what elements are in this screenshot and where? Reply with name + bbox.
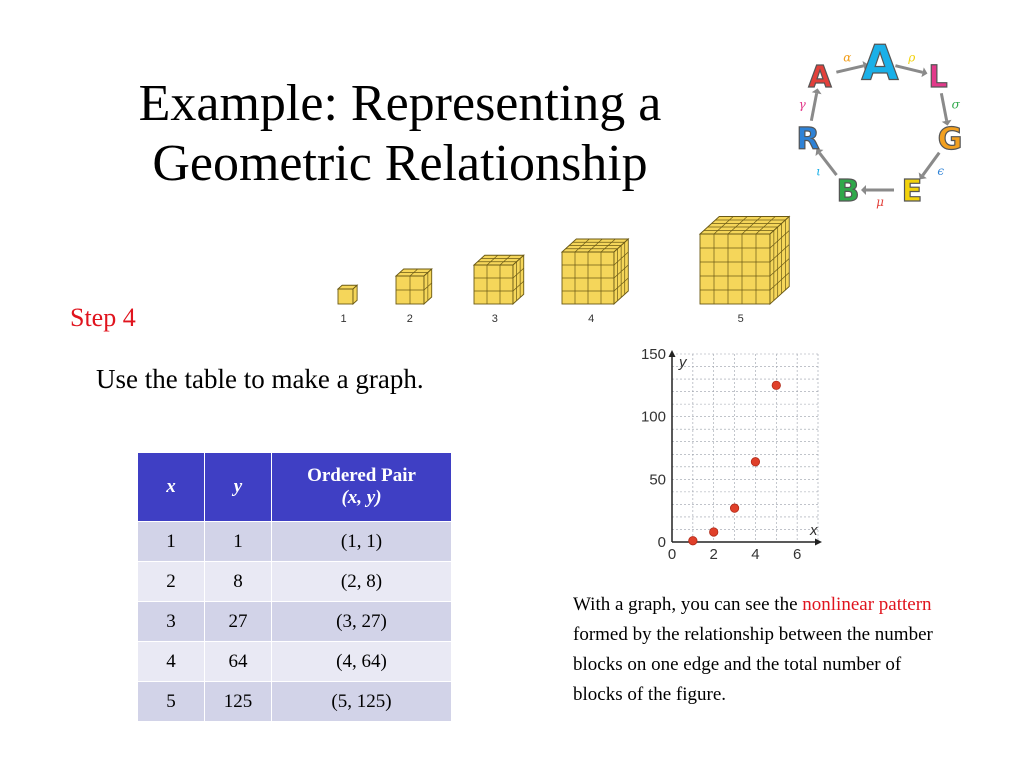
header-y: y	[205, 453, 272, 522]
table-row	[138, 602, 452, 642]
data-point	[772, 381, 780, 389]
x-tick-label: 4	[751, 546, 760, 563]
cell-y: 27	[205, 602, 272, 642]
x-tick-label: 2	[709, 546, 718, 563]
data-point	[751, 458, 759, 466]
caption-text-end: formed by the relationship between the number blocks on one edge and the total number of blocks of the figure.	[573, 624, 933, 705]
logo-greek-letter: ι	[816, 164, 821, 179]
cell-x: 4	[138, 642, 205, 682]
values-table	[137, 452, 452, 722]
y-axis-label: y	[679, 354, 687, 371]
cube-front-face	[338, 289, 353, 304]
cell-x: 2	[138, 562, 205, 602]
logo-letter: B	[836, 173, 860, 209]
cube-front-face	[700, 234, 770, 304]
header-ordered-pair-label: Ordered Pair	[307, 465, 416, 486]
header-x: x	[138, 453, 205, 522]
cube-figure	[700, 217, 789, 305]
cube-figures	[326, 212, 816, 330]
y-tick-label: 50	[649, 471, 666, 489]
header-ordered-pair-sub: (x, y)	[341, 487, 382, 508]
x-tick-label: 6	[792, 546, 802, 563]
logo-greek-letter: σ	[951, 97, 960, 112]
cube-label: 5	[737, 313, 744, 325]
cube-label: 4	[588, 313, 595, 325]
cube-figure	[474, 255, 524, 304]
table-header-row	[138, 453, 452, 522]
cube-figure	[562, 239, 628, 304]
logo-greek-letter: μ	[876, 195, 884, 209]
data-point	[710, 528, 718, 536]
cell-x: 5	[138, 682, 205, 722]
logo-letter: A	[808, 59, 832, 95]
logo-arrow	[819, 153, 836, 175]
cell-pair: (2, 8)	[272, 562, 452, 602]
cell-y: 64	[205, 642, 272, 682]
cell-y: 1	[205, 522, 272, 562]
cell-pair: (4, 64)	[272, 642, 452, 682]
data-point	[689, 537, 697, 545]
cell-pair: (5, 125)	[272, 682, 452, 722]
y-tick-label: 0	[657, 534, 666, 551]
header-ordered-pair	[272, 453, 452, 522]
cell-pair: (3, 27)	[272, 602, 452, 642]
cube-figure	[396, 269, 432, 304]
cube-front-face	[474, 265, 513, 304]
logo-arrow	[811, 93, 816, 120]
logo-arrowhead	[861, 185, 866, 195]
step-label: Step 4	[70, 303, 136, 332]
y-axis-arrow	[669, 350, 676, 357]
logo-letter: G	[937, 121, 963, 157]
x-tick-label: 0	[667, 546, 677, 563]
cell-pair: (1, 1)	[272, 522, 452, 562]
cube-label: 3	[491, 313, 498, 325]
cube-label: 1	[340, 313, 347, 325]
y-tick-label: 100	[640, 408, 666, 426]
cell-x: 1	[138, 522, 205, 562]
logo-arrow	[836, 66, 863, 72]
cell-y: 8	[205, 562, 272, 602]
logo-arrow	[895, 66, 922, 73]
scatter-chart	[636, 344, 826, 564]
cube-right-face	[353, 285, 357, 304]
x-axis-arrow	[815, 539, 822, 546]
cube-label: 2	[406, 313, 413, 325]
table-row	[138, 522, 452, 562]
table-row	[138, 682, 452, 722]
cell-x: 3	[138, 602, 205, 642]
logo-letter: E	[901, 173, 923, 209]
logo-letter: L	[928, 59, 948, 95]
logo-greek-letter: γ	[798, 97, 806, 112]
logo-greek-letter: α	[843, 50, 852, 65]
logo-greek-letter: ρ	[908, 50, 916, 65]
logo-greek-letter: ϵ	[937, 164, 945, 179]
cell-y: 125	[205, 682, 272, 722]
caption-text-start: With a graph, you can see the	[573, 594, 803, 615]
logo-arrow	[941, 93, 946, 120]
logo-letter: A	[861, 35, 899, 92]
caption-highlight: nonlinear pattern	[802, 594, 932, 615]
instruction-text: Use the table to make a graph.	[96, 364, 424, 394]
table-row	[138, 562, 452, 602]
caption	[573, 590, 933, 710]
cube-figure	[338, 285, 357, 304]
algebra-logo	[780, 18, 980, 218]
x-axis-label: x	[810, 522, 818, 539]
logo-letter: R	[796, 121, 820, 157]
y-tick-label: 150	[640, 346, 666, 363]
data-point	[730, 504, 738, 512]
table-row	[138, 642, 452, 682]
slide-title: Example: Representing a Geometric Relationship	[138, 75, 662, 192]
